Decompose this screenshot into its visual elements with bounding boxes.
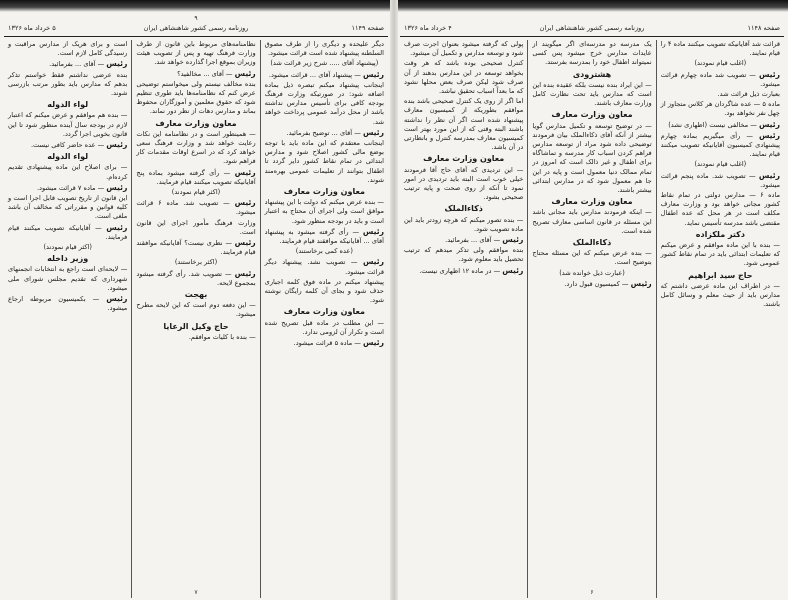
speech-text: — کمیسیون قبول دارد.: [564, 279, 629, 288]
speech-paragraph: [265, 128, 384, 138]
text-column: [260, 40, 388, 598]
speech-text: — تصویب شد. رأی گرفته میشود بمجموع لایحه.: [136, 269, 256, 287]
speech-paragraph: [136, 238, 255, 257]
body-paragraph: — بنده عرض میکنم که این مسئله محتاج بتوضیح است.: [532, 249, 652, 267]
speaker-name: رئیس: [758, 119, 780, 129]
body-paragraph: — این تردیدی که آقای حاج آقا فرمودند خیلی خوب است البته باید تردیدی در امور نمود تا آنکه از روی صحت و پایه ترتیب صحیحی بشود.: [404, 165, 524, 202]
speech-text: — عده حاضر کافی نیست.: [30, 141, 105, 150]
body-paragraph: — این مطلب در ماده قبل تصریح شده است و تکرار آن لزومی ندارد.: [264, 318, 384, 336]
speaker-heading: بهجت: [184, 290, 208, 300]
procedural-note: (اکثر برخاستند): [174, 258, 218, 267]
speaker-heading: ذکاءالملک: [444, 204, 483, 214]
speech-paragraph: [136, 198, 255, 217]
body-paragraph: — بنده تصور میکنم که هرچه زودتر باید این ماده تصویب شود.: [404, 215, 524, 233]
body-paragraph: — لایحه‌ای است راجع به انتخابات انجمنهای شهرداری که تقدیم مجلس شورای ملی میشود.: [8, 265, 128, 292]
page-header: [400, 20, 784, 37]
text-column: [527, 40, 655, 598]
gazette-title: روزنامه رسمی کشور شاهنشاهی ایران: [143, 24, 249, 32]
speaker-name: رئیس: [234, 238, 256, 248]
procedural-note: (اکثر قیام نمودند): [43, 243, 92, 252]
body-paragraph: بنده مخالف نیستم ولی میخواستم توضیحی عرض کنم که نظامنامه‌ها باید طوری تنظیم شود که حقوق معلمین و آموزگاران محفوظ بماند و مدارس دهات از نظر دور نماند.: [136, 79, 256, 116]
speech-text: — تصویب نشد. پیشنهاد دیگر قرائت میشود.: [264, 258, 384, 276]
speaker-name: رئیس: [234, 198, 256, 208]
page-header: [4, 15, 388, 37]
speech-text: — مخالفی نیست (اظهاری نشد): [668, 120, 757, 129]
speaker-name: رئیس: [502, 265, 524, 275]
speaker-heading: معاون وزارت معارف: [423, 154, 505, 164]
gazette-title: روزنامه رسمی کشور شاهنشاهی ایران: [539, 24, 645, 32]
speaker-name: رئیس: [106, 222, 128, 232]
speech-paragraph: [265, 70, 384, 80]
speech-paragraph: [8, 223, 127, 242]
body-paragraph: پیشنهاد میکنم در ماده فوق کلمه اجباری حذف شود و بجای آن کلمه رایگان نوشته شود.: [264, 277, 384, 305]
procedural-note: (اغلب قیام نمودند): [694, 160, 747, 169]
speech-text: — آقایانیکه تصویب میکنند قیام فرمایند.: [8, 223, 128, 241]
procedural-note: (عده کمی برخاستند): [295, 247, 353, 256]
speech-text: — ماده ۷ قرائت میشود.: [36, 183, 105, 192]
body-paragraph: بنده عرضی نداشتم فقط خواستم تذکر بدهم که مدارس باید بطور مرتب بازرسی شوند.: [8, 70, 128, 98]
columns: [4, 40, 388, 598]
page-right: [400, 14, 784, 598]
procedural-note: (پیشنهاد آقای ..... شرح زیر قرائت شد): [270, 59, 379, 68]
speaker-heading: معاون وزارت معارف: [551, 197, 633, 207]
text-column: [400, 40, 527, 598]
speech-text: — پیشنهاد آقای ... قرائت میشود.: [268, 70, 361, 79]
speech-text: — رأی گرفته میشود بماده پنج آقایانیکه تصویب میکنند قیام فرمایند.: [136, 168, 256, 186]
speaker-name: رئیس: [106, 294, 128, 304]
speech-text: — ماده ۵ قرائت میشود.: [293, 339, 361, 348]
speaker-name: رئیس: [758, 130, 780, 140]
speech-text: — بکمیسیون مربوطه ارجاع میشود.: [8, 295, 128, 313]
body-paragraph: دیگر علیحده و دیگری را از طرف مصوق السلطنه پیشنهاد شده است قرائت میشود.: [264, 40, 384, 58]
speaker-heading: معاون وزارت معارف: [283, 187, 365, 197]
speaker-heading: معاون وزارت معارف: [283, 307, 365, 317]
speech-paragraph: [265, 227, 384, 246]
speaker-name: رئیس: [758, 69, 780, 79]
speech-text: — آقای ... مخالفید؟: [177, 69, 233, 78]
speech-text: — در ماده ۱۲ اظهاری نیست.: [419, 266, 501, 275]
body-paragraph: قرائت شد آقایانیکه تصویب میکنند ماده ۴ را قیام نمایند.: [660, 40, 780, 58]
body-paragraph: — همینطور است و در نظامنامه این نکات رعایت خواهد شد و وزارت فرهنگ سعی خواهد کرد که در اسرع اوقات مقدمات کار فراهم شود.: [136, 129, 256, 166]
speech-text: — آقای ... توضیح بفرمائید.: [286, 128, 361, 137]
body-paragraph: — این ایراد بنده نیست بلکه عقیده بنده این است که مدارس باید تحت نظارت کامل وزارت معارف باشند.: [532, 80, 652, 108]
speaker-heading: معاون وزارت معارف: [551, 110, 633, 120]
speaker-name: رئیس: [234, 268, 256, 278]
speech-paragraph: [661, 70, 780, 89]
body-paragraph: اینجانب پیشنهاد میکنم تبصره ذیل بماده اضافه شود: در صورتیکه وزارت فرهنگ بودجه کافی برای تأسیس مدارس نداشته باشد از محل درآمد عمومی پرداخت خواهد شد.: [264, 80, 384, 126]
footer-number: ۶: [590, 589, 594, 596]
body-paragraph: نظامنامه‌های مربوط باین قانون از طرف وزارت فرهنگ تهیه و پس از تصویب هیئت وزیران بموقع اجرا گذارده خواهد شد.: [136, 40, 256, 67]
speech-text: — آقای ... بفرمائید.: [445, 236, 501, 245]
body-paragraph: — در توضیح توسعه و تکمیل مدارس گویا بیشتر از آنکه آقای ذکاءالملک بیان فرمودند توضیحی داده شود مراد از توسعه مدارس فراهم کردن اسباب کار مدرسه و تماشاگاه برای اطفال و غیر ذالک است که امروز در تمام ممالک دنیا معمول است و پایه در این جا هم معمول شود که در مدارس ابتدائی بیشتر باشند.: [532, 121, 652, 195]
speech-text: — نظری نیست؟ آقایانیکه موافقند قیام فرمایند.: [136, 239, 256, 257]
sheet-number: ۹: [194, 15, 198, 22]
speaker-name: رئیس: [106, 140, 128, 150]
speaker-heading: ذکاءالملک: [572, 238, 612, 248]
speaker-heading: هشترودی: [572, 69, 612, 79]
page-left: [4, 14, 388, 598]
speaker-name: رئیس: [106, 59, 128, 69]
speech-text: — رأی گرفته میشود به پیشنهاد آقای ... آقایانیکه موافقند قیام فرمایند.: [264, 227, 384, 246]
speaker-name: رئیس: [502, 235, 524, 245]
speech-paragraph: [8, 59, 127, 69]
procedural-note: (اغلب قیام نمودند): [694, 59, 747, 68]
body-paragraph: — بنده با کلیات موافقم.: [188, 332, 256, 341]
speaker-name: رئیس: [758, 170, 780, 180]
speech-paragraph: [8, 183, 127, 193]
speech-paragraph: [265, 338, 384, 348]
speech-text: — تصویب شد ماده چهارم قرائت میشود.: [660, 70, 780, 88]
speech-paragraph: [8, 294, 127, 313]
issue-date: ۴ خرداد ماه ۱۳۲۶: [404, 24, 452, 32]
speaker-heading: دکتر ملکزاده: [695, 229, 745, 239]
speech-paragraph: [136, 168, 255, 187]
issue-date: ۵ خرداد ماه ۱۳۲۶: [8, 24, 56, 32]
speech-paragraph: [661, 120, 780, 130]
text-column: [656, 40, 784, 598]
speaker-name: رئیس: [106, 182, 128, 192]
speech-text: — تصویب شد. ماده ۶ قرائت میشود.: [136, 199, 256, 217]
speech-paragraph: [404, 266, 523, 276]
speech-text: — رأی میگیریم بماده چهارم پیشنهادی کمیسیون آقایانیکه تصویب میکنند قیام نمایند.: [660, 131, 780, 159]
speaker-name: رئیس: [630, 278, 652, 288]
speaker-name: رئیس: [362, 226, 384, 236]
body-paragraph: — برای اصلاح این ماده پیشنهادی تقدیم کرده‌ام.: [8, 163, 128, 181]
body-paragraph: — در اطراف این ماده عرضی داشتم که مدارس باید از حیث معلم و وسائل کامل باشند.: [660, 281, 780, 309]
body-paragraph: اما اگر از روی یک کنترل صحیحی باشد بنده موافقم بطوریکه از کمیسیون معارف پیشنهاد شده است اگر آن نظر را نداشته باشند البته وقتی که از این مورد بهتر است کمیسیون معارف بمدرسه کنترل و بانظارتی در آن باشد.: [404, 97, 524, 152]
body-paragraph: وزارت فرهنگ مأمور اجرای این قانون است.: [136, 218, 256, 236]
body-paragraph: یک مدرسه دو مدرسه‌ای اگر میگویند از عایدات مدارس خرج میشود پس کسی نمیتواند اطفال خود را بمدرسه بفرستد.: [532, 40, 652, 67]
speaker-heading: معاون وزارت معارف: [155, 118, 237, 128]
speech-paragraph: [136, 69, 255, 79]
speaker-heading: حاج سید ابراهیم: [688, 270, 753, 280]
speaker-name: رئیس: [234, 167, 256, 177]
body-paragraph: — این دفعه دوم است که این لایحه مطرح میشود.: [136, 301, 256, 319]
procedural-note: (عبارت ذیل خوانده شد): [559, 268, 625, 277]
body-paragraph: بعبارت ذیل قرائت شد.: [717, 90, 780, 99]
page-number: صفحه ۱۱۴۹: [351, 24, 384, 32]
text-column: [4, 40, 131, 598]
speech-paragraph: [532, 279, 651, 289]
page-gutter: [390, 0, 398, 600]
page-number: صفحه ۱۱۴۸: [747, 24, 780, 32]
procedural-note: (اکثر قیام نمودند): [171, 188, 221, 197]
speaker-name: رئیس: [362, 127, 384, 137]
body-paragraph: است و برای هریک از مدارس مراقبت و رسیدگی کامل لازم است.: [8, 40, 128, 58]
footer-number: ۷: [194, 589, 198, 596]
speaker-heading: حاج وکیل الرعایا: [163, 321, 229, 331]
body-paragraph: ماده ۵ — عده شاگردان هر کلاس متجاوز از چهل نفر نخواهد بود.: [660, 100, 781, 118]
body-paragraph: اینجانب معتقدم که این ماده باید با توجه بوضع مالی کشور اصلاح شود و مدارس ابتدائی در تمام نقاط کشور دایر گردد تا اطفال بتوانند از تعلیمات عمومی بهره‌مند شوند.: [264, 139, 384, 184]
speech-paragraph: [661, 131, 780, 160]
speaker-heading: لواء الدوله: [47, 152, 89, 162]
speech-paragraph: [8, 140, 127, 150]
body-paragraph: — بنده عرض میکنم که دولت با این پیشنهاد موافق است ولی اجرای آن محتاج به اعتبار است و باید در بودجه منظور شود.: [264, 198, 384, 225]
body-paragraph: — اینکه فرمودند مدارس باید مجانی باشد این مسئله در قانون اساسی معارف تصریح شده است.: [532, 208, 652, 235]
body-paragraph: بنده موافقم ولی تذکر میدهم که ترتیب تحصیل باید معلوم شود.: [404, 246, 524, 264]
text-column: [131, 40, 259, 598]
body-paragraph: — بنده هم موافقم و عرض میکنم که اعتبار لازم در بودجه سال آینده منظور شود تا این قانون بخوبی اجرا گردد.: [8, 111, 128, 138]
body-paragraph: ماده ۶ — مدارس دولتی در تمام نقاط کشور مجانی خواهد بود و وزارت معارف مکلف است در هر محل که عده اطفال مقتضی باشد مدرسه تأسیس نماید.: [660, 191, 780, 227]
speaker-heading: لواء الدوله: [47, 100, 89, 110]
speech-paragraph: [265, 257, 384, 276]
speech-paragraph: [136, 269, 255, 288]
speech-text: — آقای ... بفرمائید.: [49, 60, 105, 69]
speaker-name: رئیس: [362, 69, 384, 79]
speaker-name: رئیس: [234, 68, 256, 78]
speaker-heading: وزیر داخله: [47, 254, 89, 264]
speaker-name: رئیس: [362, 338, 384, 348]
columns: [400, 40, 784, 598]
body-paragraph: کنترل صحیحی بوده باشد که هر وقت بخواهد توسعه در این مدارس بدهند از آن صرف شود لیکن صرف بعض محلها نشود که ما بعداً اسباب تحقیق نباشد.: [404, 59, 524, 96]
speech-text: — تصویب شد. ماده پنجم قرائت میشود.: [660, 171, 780, 189]
body-paragraph: — بنده با این ماده موافقم و عرض میکنم که تعلیمات ابتدائی باید در تمام نقاط کشور عمومی شود.: [660, 241, 780, 268]
speaker-name: رئیس: [362, 257, 384, 267]
speech-paragraph: [661, 171, 780, 190]
speech-paragraph: [404, 235, 523, 245]
body-paragraph: پولی که گرفته میشود بعنوان اجرت صرف شود و توسعه مدارس و تکمیل آن میشود.: [404, 40, 524, 58]
body-paragraph: این قانون از تاریخ تصویب قابل اجرا است و کلیه قوانین و مقرراتی که مخالف آن باشد ملغی است.: [8, 194, 128, 221]
